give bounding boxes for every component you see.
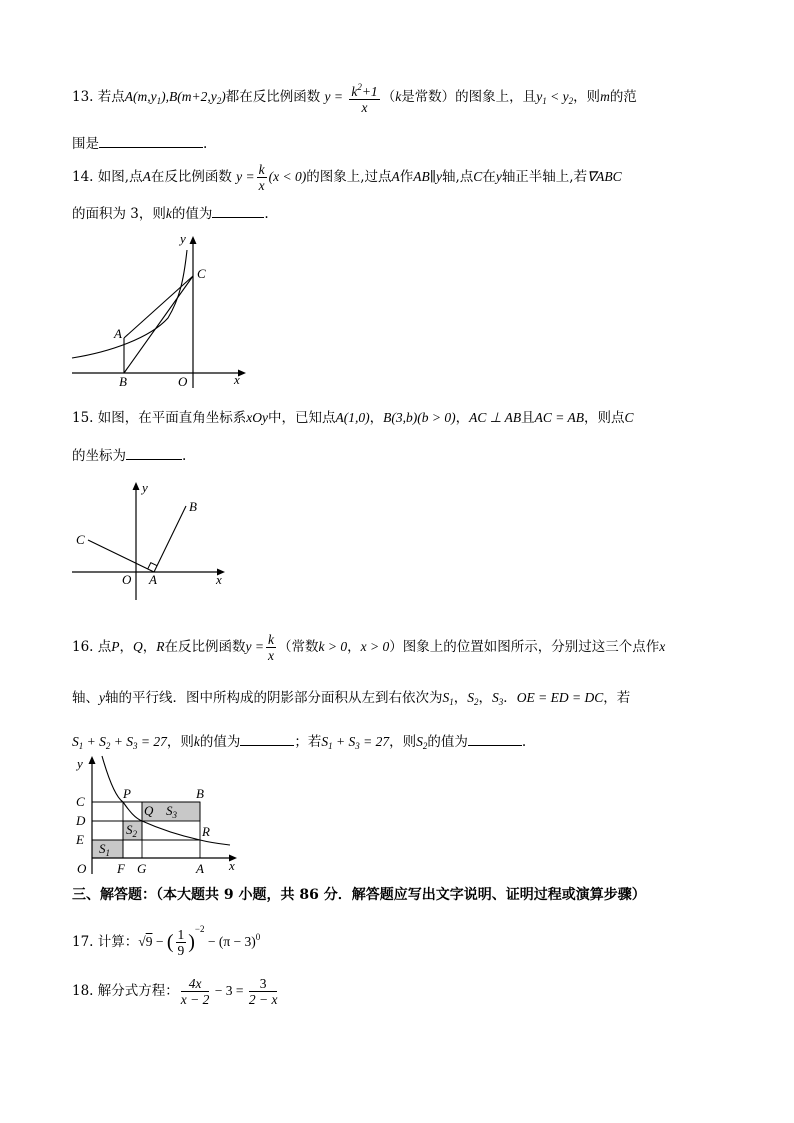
q13-text: 是常数）的图象上，且 bbox=[401, 89, 537, 105]
q17-sqrt: √9 bbox=[138, 934, 153, 949]
q14-end: . bbox=[264, 206, 269, 222]
q17-tail: − (π − 3) bbox=[204, 934, 256, 949]
q13-inequality: $y_1 < y_2$ bbox=[536, 89, 574, 106]
fig16-label-x: x bbox=[229, 858, 235, 873]
q13-k: k bbox=[395, 89, 402, 104]
q16-equalities: OE = ED = DC bbox=[516, 690, 604, 705]
q14-number: 14. bbox=[72, 169, 94, 185]
q16-p: P bbox=[111, 639, 120, 654]
fig15-y-arrow bbox=[133, 482, 140, 490]
q13-end: . bbox=[203, 136, 208, 152]
q15-text: 中，已知点 bbox=[268, 410, 336, 426]
fig16-label-p: P bbox=[123, 786, 131, 801]
fig14-label-o: O bbox=[178, 374, 188, 389]
fig16-y-arrow bbox=[89, 756, 96, 764]
q13-number: 13. bbox=[72, 89, 94, 105]
fig15-segment-ac bbox=[88, 540, 154, 572]
q14-parallel: ∥ bbox=[429, 169, 436, 185]
q14-answer-blank[interactable] bbox=[212, 205, 264, 218]
q15-comma: ， bbox=[455, 410, 470, 426]
q16-text: 点 bbox=[97, 639, 112, 655]
q15-text: ，则点 bbox=[583, 410, 625, 426]
q14-triangle: ∇ABC bbox=[587, 169, 622, 184]
q14-text: 的值为 bbox=[171, 206, 213, 222]
q14-line1 bbox=[72, 162, 622, 193]
q15-number: 15. bbox=[72, 410, 94, 426]
q14-y: y bbox=[495, 169, 502, 184]
q16-text: ，若 bbox=[603, 690, 631, 706]
q13-text: 围是 bbox=[72, 136, 99, 152]
q16-answer-blank-2[interactable] bbox=[468, 733, 522, 746]
fig14-y-arrow bbox=[190, 236, 197, 244]
q14-c: C bbox=[473, 169, 483, 184]
q14-function-y: y = bbox=[236, 169, 255, 184]
fig15-segment-ab bbox=[154, 506, 186, 572]
q15-equal: AC = AB bbox=[534, 410, 584, 425]
q16-text: （常数 bbox=[278, 639, 319, 655]
q13-point-a: $A(m,y_1),B(m+2,y_2)$ bbox=[124, 89, 226, 106]
q16-comma: ， bbox=[453, 690, 468, 706]
q17-fraction: $\frac{1}{9}$ bbox=[177, 927, 185, 958]
q15-answer-blank[interactable] bbox=[126, 447, 182, 460]
q17-paren-left: ( bbox=[166, 931, 174, 953]
q15-point-a: A(1,0) bbox=[335, 410, 370, 425]
q14-text: 的图象上,过点 bbox=[306, 169, 392, 185]
q18-middle: − 3 = bbox=[211, 983, 247, 998]
q17-number: 17. bbox=[72, 934, 94, 950]
q14-text: 在 bbox=[482, 169, 496, 185]
q16-answer-blank-1[interactable] bbox=[240, 733, 294, 746]
fig15-label-y: y bbox=[142, 480, 148, 495]
fig14-label-y: y bbox=[180, 231, 186, 246]
q16-x-condition: x > 0 bbox=[360, 639, 390, 654]
q14-condition: (x < 0) bbox=[268, 169, 307, 184]
q15-perp: AC ⊥ AB bbox=[469, 410, 522, 425]
q16-line1 bbox=[72, 632, 665, 663]
q15-figure bbox=[70, 476, 230, 604]
q16-comma: ， bbox=[347, 639, 361, 655]
fig16-label-q: Q bbox=[144, 803, 154, 818]
q16-x: x bbox=[659, 639, 666, 654]
q16-text: ；若 bbox=[294, 734, 322, 750]
q15-text: 如图，在平面直角坐标系 bbox=[97, 410, 247, 426]
q15-line2 bbox=[72, 444, 186, 464]
q17-text: 计算： bbox=[97, 934, 139, 950]
q14-y: y bbox=[436, 169, 442, 184]
q13-text: （ bbox=[381, 89, 396, 105]
fig16-curve bbox=[102, 756, 230, 845]
fig16-label-s2: $S_2$ bbox=[126, 822, 137, 839]
q16-k-condition: k > 0 bbox=[318, 639, 348, 654]
fig16-label-r: R bbox=[202, 824, 210, 839]
q15-xoy: xOy bbox=[246, 410, 269, 425]
q15-comma: ， bbox=[369, 410, 384, 426]
q18-fraction-right: $\frac{3}{2 - x}$ bbox=[248, 976, 278, 1007]
fig16-label-s3: $S_3$ bbox=[166, 803, 177, 820]
q13-text: 都在反比例函数 bbox=[225, 89, 321, 105]
q17-line bbox=[72, 924, 260, 958]
q16-figure bbox=[72, 754, 242, 880]
q16-fraction: $\frac{k}{x}$ bbox=[268, 632, 275, 663]
q16-text: ）图象上的位置如图所示，分别过这三个点作 bbox=[389, 639, 660, 655]
q18-text: 解分式方程： bbox=[97, 983, 179, 999]
fig16-label-o: O bbox=[77, 861, 87, 876]
q16-comma: ， bbox=[119, 639, 134, 655]
q16-q: Q bbox=[133, 639, 143, 654]
q16-s2-ref: $S_2$ bbox=[416, 734, 428, 751]
q15-line1 bbox=[72, 406, 634, 426]
q13-fraction: $\frac{k^2+1}{x}$ bbox=[351, 82, 378, 115]
q14-a: A bbox=[142, 169, 151, 184]
q14-line2 bbox=[72, 202, 269, 222]
q16-text: 的值为 bbox=[427, 734, 468, 750]
q16-comma: ， bbox=[142, 639, 157, 655]
q14-text: 轴,点 bbox=[442, 169, 474, 185]
q16-text: 的值为 bbox=[199, 734, 241, 750]
q17-exponent-zero: 0 bbox=[255, 932, 261, 942]
q14-text: 的面积为 3，则 bbox=[72, 206, 166, 222]
q15-end: . bbox=[182, 448, 187, 464]
fig16-label-s1: $S_1$ bbox=[99, 841, 110, 858]
q16-text: 轴的平行线．图中所构成的阴影部分面积从左到右依次为 bbox=[105, 690, 443, 706]
fig15-label-x: x bbox=[216, 572, 222, 587]
fig15-label-a: A bbox=[149, 572, 157, 587]
q15-text: 的坐标为 bbox=[72, 448, 126, 464]
q16-text: 轴、 bbox=[72, 690, 99, 706]
q16-y: y bbox=[99, 690, 105, 705]
q16-s1: $S_1$ bbox=[442, 690, 454, 707]
fig14-label-b: B bbox=[119, 374, 127, 389]
q14-figure bbox=[70, 228, 250, 390]
q16-s3: $S_3$ bbox=[492, 690, 504, 707]
q13-m: m bbox=[600, 89, 610, 104]
q18-number: 18. bbox=[72, 983, 94, 999]
fig14-segment-ac bbox=[124, 276, 193, 338]
q14-fraction: $\frac{k}{x}$ bbox=[258, 162, 265, 193]
fig14-label-c: C bbox=[197, 266, 206, 281]
fig16-label-d: D bbox=[76, 813, 86, 828]
q16-k: k bbox=[193, 734, 200, 749]
q18-fraction-left: $\frac{4x}{x - 2}$ bbox=[180, 976, 210, 1007]
q16-text: ，则 bbox=[389, 734, 417, 750]
q16-line3 bbox=[72, 730, 526, 751]
q16-number: 16. bbox=[72, 639, 94, 655]
q16-function-y: y = bbox=[245, 639, 265, 654]
q13-text: 的范 bbox=[609, 89, 637, 105]
q16-r: R bbox=[156, 639, 165, 654]
q16-text: 在反比例函数 bbox=[164, 639, 246, 655]
fig14-curve bbox=[72, 250, 187, 358]
q13-line2 bbox=[72, 132, 207, 152]
q14-text: 如图,点 bbox=[97, 169, 143, 185]
q15-c: C bbox=[624, 410, 634, 425]
fig16-label-g: G bbox=[137, 861, 147, 876]
q17-minus: − bbox=[152, 934, 167, 949]
fig15-label-b: B bbox=[189, 499, 197, 514]
q13-answer-blank[interactable] bbox=[99, 135, 203, 148]
q13-text: 若点 bbox=[97, 89, 125, 105]
q15-text: 且 bbox=[521, 410, 535, 426]
q16-text: ． bbox=[503, 690, 517, 706]
q16-s2: $S_2$ bbox=[467, 690, 479, 707]
q15-point-b: B(3,b)(b > 0) bbox=[383, 410, 456, 425]
q14-k: k bbox=[165, 206, 172, 221]
fig16-label-b: B bbox=[196, 786, 204, 801]
q14-a: A bbox=[391, 169, 400, 184]
q13-function-y: y = bbox=[324, 89, 344, 104]
q13-line1 bbox=[72, 80, 637, 115]
fig15-label-c: C bbox=[76, 532, 85, 547]
q17-paren-right: ) bbox=[188, 931, 195, 953]
q16-comma: ， bbox=[478, 690, 492, 706]
fig16-label-c: C bbox=[76, 794, 85, 809]
fig16-label-f: F bbox=[117, 861, 125, 876]
fig15-label-o: O bbox=[122, 572, 132, 587]
fig14-segment-bc bbox=[124, 276, 193, 373]
q14-text: 在反比例函数 bbox=[150, 169, 232, 185]
q14-text: 作 bbox=[399, 169, 414, 185]
section-3-heading: 三、解答题：（本大题共 9 小题，共 86 分．解答题应写出文字说明、证明过程或演算步骤） bbox=[72, 887, 646, 903]
q16-end: . bbox=[521, 734, 527, 750]
q13-text: ，则 bbox=[573, 89, 601, 105]
q16-line2 bbox=[72, 686, 630, 707]
q14-ab: AB bbox=[413, 169, 430, 184]
q17-exponent: −2 bbox=[194, 924, 205, 934]
fig16-label-y: y bbox=[77, 756, 83, 771]
fig16-label-e: E bbox=[76, 832, 84, 847]
fig14-label-a: A bbox=[114, 326, 122, 341]
q14-text: 轴正半轴上,若 bbox=[501, 169, 588, 185]
q18-line bbox=[72, 976, 279, 1007]
q16-sum-all: $S_1 + S_2 + S_3 = 27$ bbox=[72, 734, 167, 751]
q16-sum-13: $S_1 + S_3 = 27$ bbox=[321, 734, 390, 751]
fig16-label-a: A bbox=[196, 861, 204, 876]
fig14-label-x: x bbox=[234, 372, 240, 387]
q16-text: ，则 bbox=[166, 734, 194, 750]
